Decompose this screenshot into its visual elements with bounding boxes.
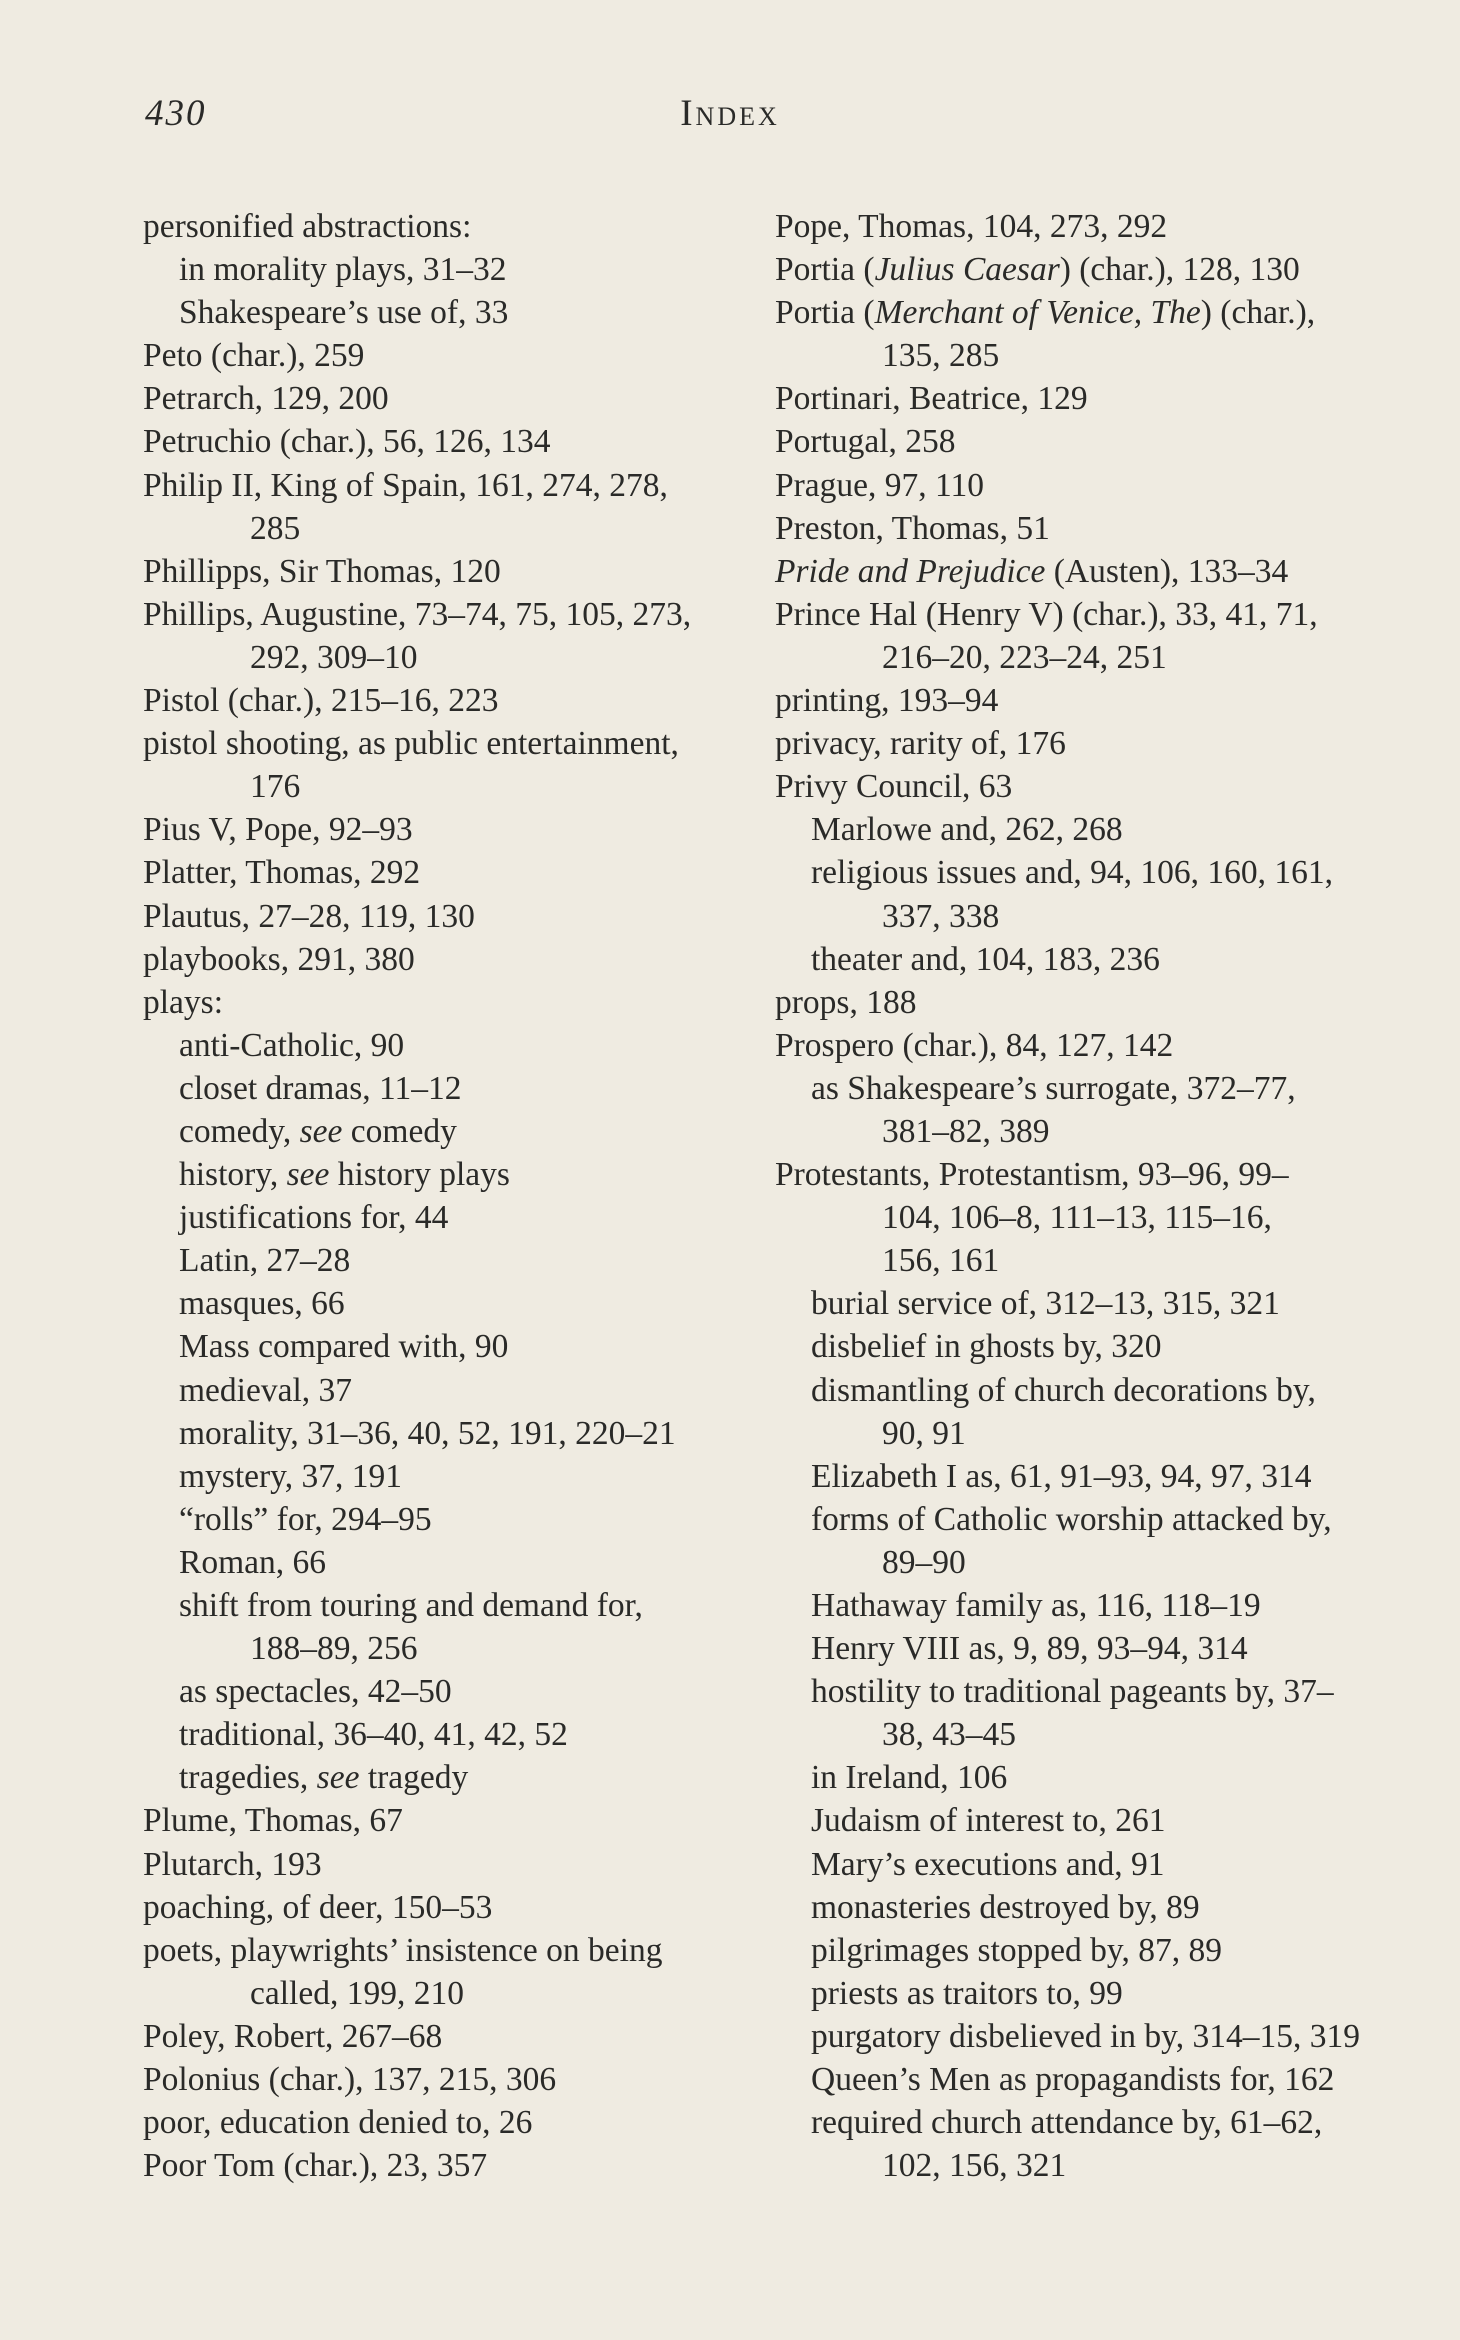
entry-continuation: 90, 91	[882, 1414, 966, 1452]
index-entry	[143, 2058, 763, 2101]
entry-text: medieval, 37	[179, 1371, 353, 1409]
index-entry	[143, 550, 763, 593]
entry-text: mystery, 37, 191	[179, 1457, 403, 1495]
index-subentry	[143, 1239, 763, 1282]
entry-text: poets, playwrights’ insistence on being	[143, 1931, 663, 1969]
entry-text: Portugal, 258	[775, 423, 956, 461]
index-subentry	[143, 1153, 763, 1196]
index-entry	[775, 722, 1415, 765]
entry-text: Mary’s executions and, 91	[811, 1845, 1165, 1883]
index-entry	[775, 981, 1415, 1024]
entry-italic-text: Merchant of Venice, The	[874, 294, 1201, 332]
index-entry	[143, 981, 763, 1024]
entry-text: tragedy	[359, 1759, 469, 1797]
entry-italic-text: see	[316, 1759, 360, 1797]
entry-text: religious issues and, 94, 106, 160, 161,	[811, 854, 1334, 892]
index-subentry	[775, 2058, 1415, 2101]
entry-text: Preston, Thomas, 51	[775, 509, 1050, 547]
index-entry	[775, 291, 1415, 377]
entry-text: Protestants, Protestantism, 93–96, 99–	[775, 1156, 1289, 1194]
entry-text: disbelief in ghosts by, 320	[811, 1328, 1162, 1366]
entry-text: Plutarch, 193	[143, 1845, 322, 1883]
index-entry	[143, 464, 763, 550]
entry-text: Mass compared with, 90	[179, 1328, 509, 1366]
index-entry	[143, 205, 763, 248]
entry-text: Shakespeare’s use of, 33	[179, 294, 509, 332]
index-entry	[775, 464, 1415, 507]
running-head: Index	[680, 93, 780, 134]
index-subentry	[775, 1799, 1415, 1842]
index-entry	[775, 205, 1415, 248]
index-subentry	[775, 1972, 1415, 2015]
entry-text: justifications for, 44	[179, 1199, 449, 1237]
index-subentry	[775, 1929, 1415, 1972]
entry-text: as spectacles, 42–50	[179, 1673, 452, 1711]
index-entry	[143, 679, 763, 722]
index-entry	[143, 1799, 763, 1842]
entry-text: traditional, 36–40, 41, 42, 52	[179, 1716, 568, 1754]
entry-text: as Shakespeare’s surrogate, 372–77,	[811, 1069, 1296, 1107]
entry-text: required church attendance by, 61–62,	[811, 2104, 1323, 2142]
index-entry	[143, 2144, 763, 2187]
entry-text: Poor Tom (char.), 23, 357	[143, 2147, 488, 2185]
entry-text: hostility to traditional pageants by, 37–	[811, 1673, 1334, 1711]
entry-text: comedy	[342, 1112, 457, 1150]
entry-text: morality, 31–36, 40, 52, 191, 220–21	[179, 1414, 676, 1452]
index-subentry	[775, 1455, 1415, 1498]
entry-continuation: 285	[250, 509, 301, 547]
index-column-left	[143, 205, 763, 2187]
entry-text: (Austen), 133–34	[1045, 552, 1289, 590]
index-entry	[775, 1153, 1415, 1282]
index-entry	[143, 593, 763, 679]
entry-italic-text: see	[286, 1156, 330, 1194]
index-entry	[143, 334, 763, 377]
entry-text: Portia (	[775, 251, 875, 289]
index-subentry	[143, 1455, 763, 1498]
index-entry	[775, 593, 1415, 679]
entry-text: tragedies,	[179, 1759, 317, 1797]
entry-text: Portinari, Beatrice, 129	[775, 380, 1088, 418]
entry-text: monasteries destroyed by, 89	[811, 1888, 1200, 1926]
entry-text: closet dramas, 11–12	[179, 1069, 462, 1107]
index-entry	[143, 420, 763, 463]
entry-text: history,	[179, 1156, 287, 1194]
index-subentry	[143, 1670, 763, 1713]
entry-text: history plays	[329, 1156, 510, 1194]
index-subentry	[143, 291, 763, 334]
entry-continuation: 337, 338	[882, 897, 1000, 935]
index-entry	[143, 377, 763, 420]
index-entry	[143, 2015, 763, 2058]
index-entry	[143, 851, 763, 894]
entry-text: Phillips, Augustine, 73–74, 75, 105, 273,	[143, 595, 692, 633]
index-entry	[143, 2101, 763, 2144]
entry-text: props, 188	[775, 983, 917, 1021]
index-entry	[775, 1024, 1415, 1067]
index-entry	[775, 765, 1415, 808]
entry-text: Philip II, King of Spain, 161, 274, 278,	[143, 466, 668, 504]
index-entry	[775, 420, 1415, 463]
entry-text: ) (char.),	[1200, 294, 1316, 332]
entry-text: purgatory disbelieved in by, 314–15, 319	[811, 2017, 1360, 2055]
index-subentry	[775, 938, 1415, 981]
entry-italic-text: Pride and Prejudice	[775, 552, 1046, 590]
entry-continuation: 292, 309–10	[250, 638, 418, 676]
index-subentry	[143, 1412, 763, 1455]
entry-text: masques, 66	[179, 1285, 345, 1323]
index-subentry	[143, 1196, 763, 1239]
index-subentry	[775, 808, 1415, 851]
index-subentry	[775, 851, 1415, 937]
entry-text: Prague, 97, 110	[775, 466, 985, 504]
entry-text: poor, education denied to, 26	[143, 2104, 533, 2142]
index-subentry	[775, 1670, 1415, 1756]
index-subentry	[143, 1110, 763, 1153]
entry-text: Prince Hal (Henry V) (char.), 33, 41, 71,	[775, 595, 1318, 633]
entry-text: Pistol (char.), 215–16, 223	[143, 682, 499, 720]
index-subentry	[775, 1584, 1415, 1627]
entry-text: pilgrimages stopped by, 87, 89	[811, 1931, 1222, 1969]
entry-text: Privy Council, 63	[775, 768, 1013, 806]
index-subentry	[143, 1498, 763, 1541]
index-subentry	[775, 1756, 1415, 1799]
index-subentry	[775, 1325, 1415, 1368]
entry-text: privacy, rarity of, 176	[775, 725, 1066, 763]
entry-text: Roman, 66	[179, 1543, 327, 1581]
entry-text: Petrarch, 129, 200	[143, 380, 389, 418]
entry-text: burial service of, 312–13, 315, 321	[811, 1285, 1280, 1323]
entry-text: Peto (char.), 259	[143, 337, 365, 375]
entry-text: Pius V, Pope, 92–93	[143, 811, 413, 849]
entry-continuation: 188–89, 256	[250, 1630, 418, 1668]
entry-text: Platter, Thomas, 292	[143, 854, 421, 892]
entry-text: poaching, of deer, 150–53	[143, 1888, 493, 1926]
entry-text: Latin, 27–28	[179, 1242, 351, 1280]
entry-text: forms of Catholic worship attacked by,	[811, 1500, 1332, 1538]
entry-continuation: called, 199, 210	[250, 1974, 464, 2012]
index-subentry	[143, 1541, 763, 1584]
index-subentry	[775, 2015, 1415, 2058]
entry-text: Elizabeth I as, 61, 91–93, 94, 97, 314	[811, 1457, 1312, 1495]
entry-text: Judaism of interest to, 261	[811, 1802, 1166, 1840]
entry-continuation: 38, 43–45	[882, 1716, 1016, 1754]
index-entry	[143, 722, 763, 808]
index-subentry	[775, 1067, 1415, 1153]
index-entry	[775, 550, 1415, 593]
index-subentry	[775, 1627, 1415, 1670]
index-subentry	[143, 1282, 763, 1325]
entry-text: personified abstractions:	[143, 208, 472, 245]
entry-text: shift from touring and demand for,	[179, 1587, 643, 1624]
index-subentry	[775, 1282, 1415, 1325]
entry-text: Henry VIII as, 9, 89, 93–94, 314	[811, 1630, 1248, 1668]
entry-text: plays:	[143, 983, 224, 1021]
entry-text: priests as traitors to, 99	[811, 1974, 1123, 2012]
entry-text: Prospero (char.), 84, 127, 142	[775, 1026, 1174, 1064]
entry-continuation: 381–82, 389	[882, 1112, 1050, 1150]
entry-text: playbooks, 291, 380	[143, 940, 415, 978]
index-subentry	[143, 1067, 763, 1110]
index-entry	[775, 377, 1415, 420]
entry-continuation: 176	[250, 768, 301, 806]
entry-text: in morality plays, 31–32	[179, 251, 507, 289]
index-subentry	[775, 1886, 1415, 1929]
entry-italic-text: Julius Caesar	[874, 251, 1060, 289]
entry-text: Plautus, 27–28, 119, 130	[143, 897, 475, 935]
index-subentry	[143, 1713, 763, 1756]
index-subentry	[143, 1756, 763, 1799]
entry-continuation: 135, 285	[882, 337, 1000, 375]
entry-text: Marlowe and, 262, 268	[811, 811, 1123, 849]
entry-text: Plume, Thomas, 67	[143, 1802, 403, 1840]
index-entry	[143, 1886, 763, 1929]
entry-continuation: 156, 161	[882, 1242, 1000, 1280]
entry-continuation: 102, 156, 321	[882, 2147, 1067, 2185]
entry-continuation: 89–90	[882, 1543, 966, 1581]
entry-continuation: 104, 106–8, 111–13, 115–16,	[882, 1199, 1272, 1237]
index-entry	[143, 1843, 763, 1886]
entry-text: printing, 193–94	[775, 682, 999, 720]
entry-text: anti-Catholic, 90	[179, 1026, 405, 1064]
entry-text: comedy,	[179, 1112, 300, 1150]
entry-text: Petruchio (char.), 56, 126, 134	[143, 423, 551, 461]
entry-text: “rolls” for, 294–95	[179, 1500, 432, 1538]
entry-text: Portia (	[775, 294, 875, 332]
index-entry	[143, 938, 763, 981]
index-subentry	[775, 1498, 1415, 1584]
entry-text: Queen’s Men as propagandists for, 162	[811, 2061, 1335, 2099]
index-subentry	[143, 1024, 763, 1067]
index-entry	[775, 248, 1415, 291]
index-entry	[143, 808, 763, 851]
entry-text: in Ireland, 106	[811, 1759, 1008, 1797]
index-entry	[775, 679, 1415, 722]
index-subentry	[143, 1325, 763, 1368]
entry-text: theater and, 104, 183, 236	[811, 940, 1160, 978]
index-subentry	[775, 2101, 1415, 2187]
entry-text: Poley, Robert, 267–68	[143, 2017, 443, 2055]
entry-text: Polonius (char.), 137, 215, 306	[143, 2061, 557, 2099]
entry-continuation: 216–20, 223–24, 251	[882, 638, 1167, 676]
index-entry	[775, 507, 1415, 550]
index-column-right	[775, 205, 1415, 2187]
entry-text: Hathaway family as, 116, 118–19	[811, 1587, 1261, 1624]
entry-italic-text: see	[299, 1112, 343, 1150]
index-entry	[143, 895, 763, 938]
index-subentry	[775, 1843, 1415, 1886]
index-subentry	[143, 1584, 763, 1670]
index-subentry	[143, 1369, 763, 1412]
index-entry	[143, 1929, 763, 2015]
index-subentry	[775, 1369, 1415, 1455]
entry-text: Pope, Thomas, 104, 273, 292	[775, 208, 1168, 245]
entry-text: pistol shooting, as public entertainment,	[143, 725, 679, 763]
index-subentry	[143, 248, 763, 291]
page-number: 430	[145, 93, 207, 134]
entry-text: ) (char.), 128, 130	[1059, 251, 1300, 289]
entry-text: dismantling of church decorations by,	[811, 1371, 1316, 1409]
entry-text: Phillipps, Sir Thomas, 120	[143, 552, 501, 590]
